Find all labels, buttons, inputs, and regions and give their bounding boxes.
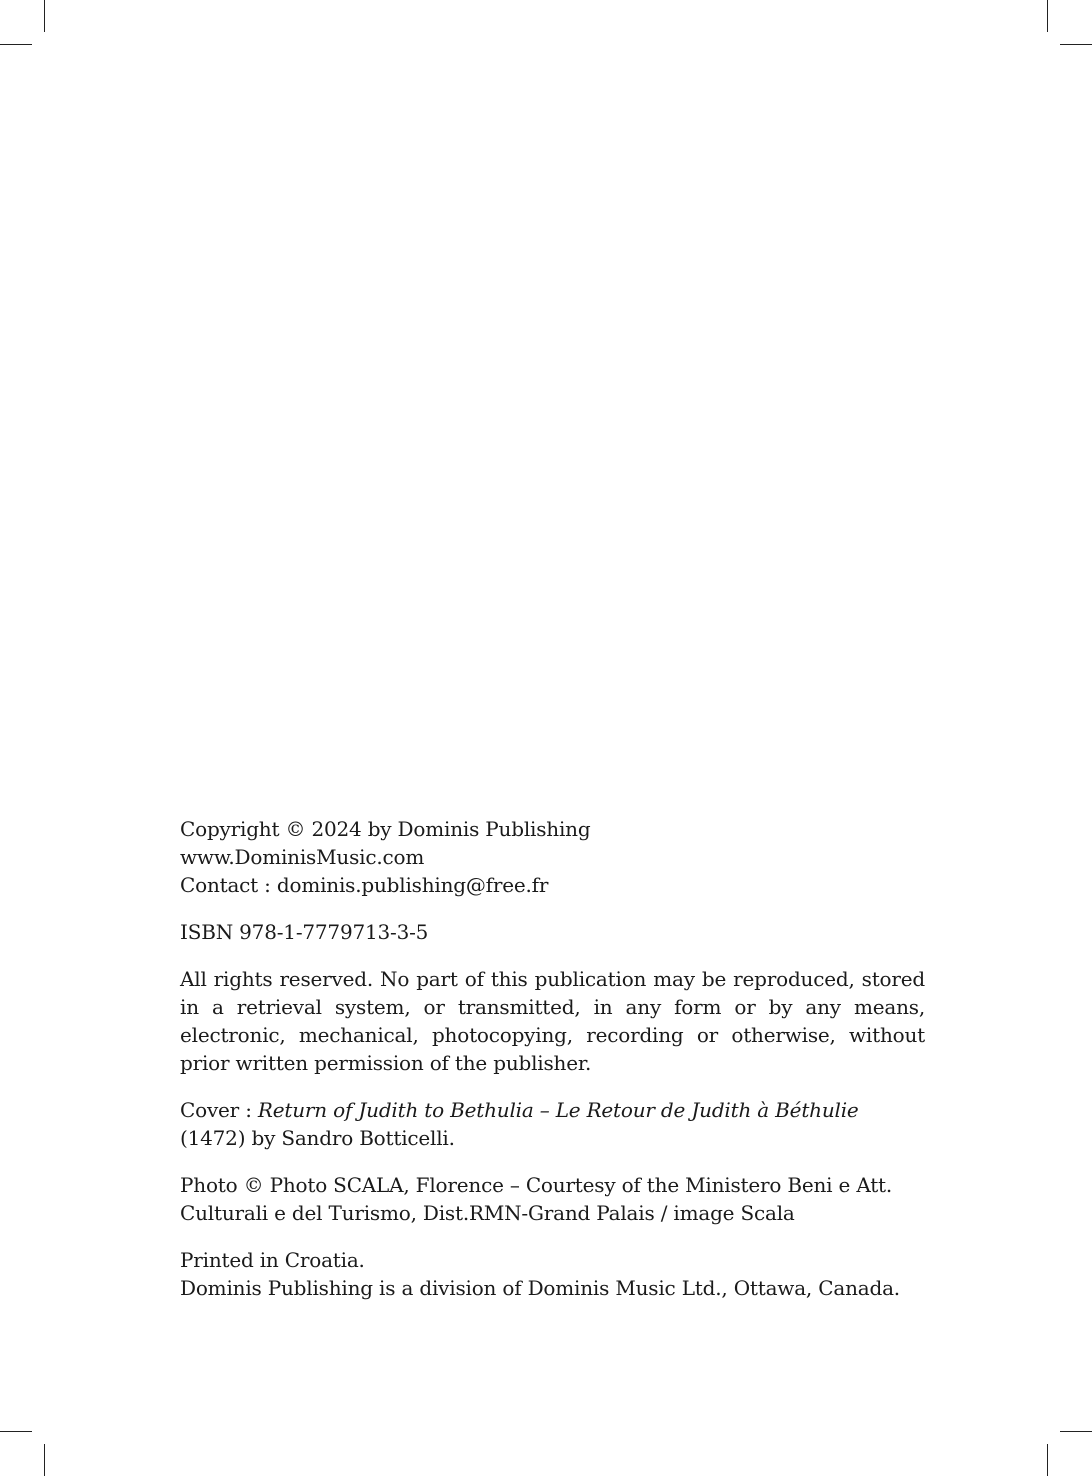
printed-in: Printed in Croatia.: [180, 1248, 365, 1272]
crop-mark-top-right-horizontal: [1060, 44, 1092, 45]
website-link[interactable]: www.DominisMusic.com: [180, 845, 425, 869]
cover-credit: [180, 1096, 925, 1152]
cover-prefix: Cover :: [180, 1098, 258, 1122]
crop-mark-bottom-left-horizontal: [0, 1431, 32, 1432]
publisher-division: Dominis Publishing is a division of Dominis Music Ltd., Ottawa, Canada.: [180, 1276, 900, 1300]
copyright-section: [180, 815, 925, 899]
copyright-line: Copyright © 2024 by Dominis Publishing: [180, 817, 591, 841]
photo-credit: [180, 1171, 925, 1227]
isbn: ISBN 978-1-7779713-3-5: [180, 920, 429, 944]
contact-line[interactable]: Contact : dominis.publishing@free.fr: [180, 873, 549, 897]
crop-mark-top-left-horizontal: [0, 44, 32, 45]
crop-mark-bottom-right-vertical: [1047, 1444, 1048, 1476]
copyright-page-text: [180, 815, 925, 1321]
photo-credit-line-2: Culturali e del Turismo, Dist.RMN-Grand Palais / image Scala: [180, 1201, 795, 1225]
photo-credit-line-1: Photo © Photo SCALA, Florence – Courtesy of the Ministero Beni e Att.: [180, 1173, 893, 1197]
crop-mark-top-right-vertical: [1047, 0, 1048, 32]
crop-mark-bottom-right-horizontal: [1060, 1431, 1092, 1432]
printing-info: [180, 1246, 925, 1302]
crop-mark-bottom-left-vertical: [44, 1444, 45, 1476]
cover-suffix: (1472) by Sandro Botticelli.: [180, 1126, 455, 1150]
crop-mark-top-left-vertical: [44, 0, 45, 32]
cover-title: Return of Judith to Bethulia – Le Retour de Judith à Béthulie: [257, 1098, 859, 1122]
rights-notice: All rights reserved. No part of this publication may be reproduced, stored in a retrieval system, or transmitted, in any form or by any means, electronic, mechanical, photocopying, recording or otherwise, without prior written permission of the publisher.: [180, 967, 925, 1075]
